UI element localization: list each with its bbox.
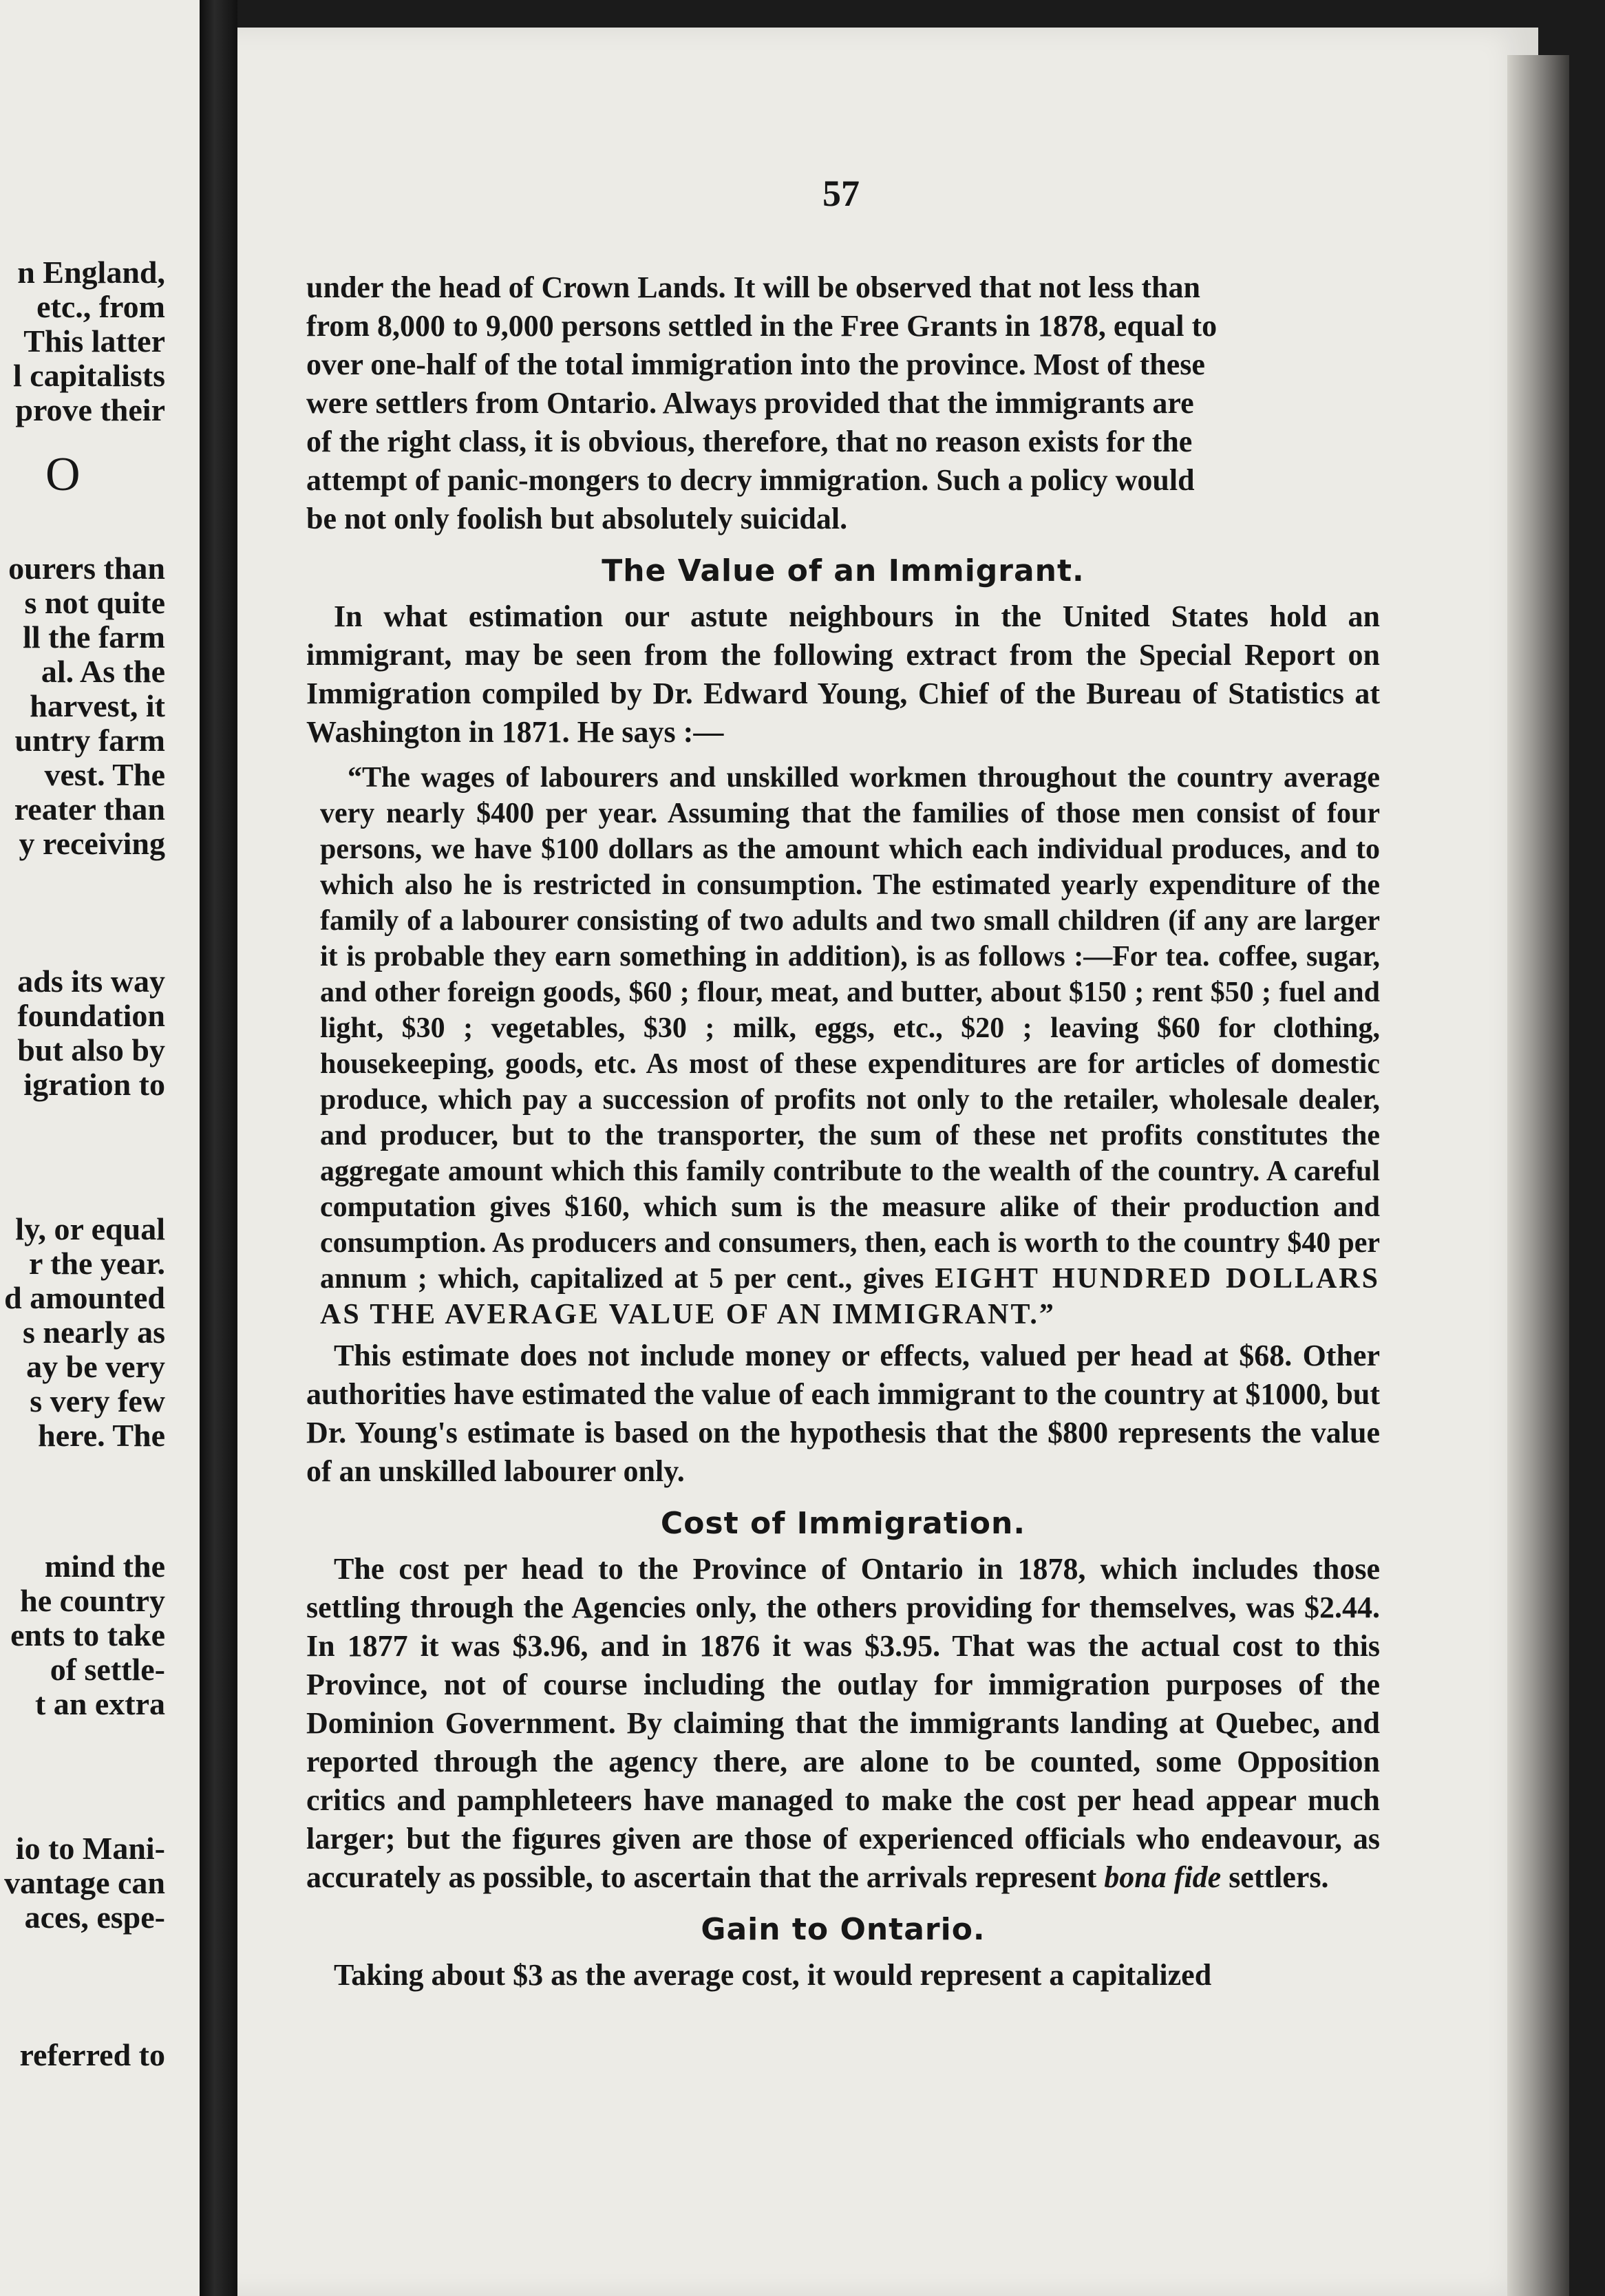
left-page-fragment: t an extra [34,1686,165,1721]
left-page-fragment: s not quite [24,585,165,620]
left-page-fragment: of settle- [50,1652,165,1687]
page-edge [1507,55,1569,2296]
paragraph-estimation: In what estimation our astute neighbours in the United States hold an immigrant, may be seen from the following extract from the Special Report on Immigration compiled by Dr. Edward Young, Chief of the Bureau of Statistics at Washington in 1871. He says :— [306,599,1380,749]
cost-text-end: settlers. [1229,1860,1329,1894]
left-page-fragment: y receiving [19,826,165,861]
left-page-fragment: vantage can [4,1865,165,1900]
book-gutter [200,0,237,2296]
left-page-fragment: This latter [23,323,165,359]
left-page-fragment: reater than [14,791,165,827]
left-page-fragment: here. The [38,1418,165,1453]
left-page-fragment: ourers than [8,551,165,586]
left-page-fragment: aces, espe- [24,1900,165,1935]
quote-caps: EIGHT HUNDRED DOLLARS AS THE AVERAGE VALUE OF AN IMMIGRANT.” [320,1263,1381,1330]
left-page-fragment: ay be very [26,1349,165,1384]
left-page-fragment: referred to [19,2037,165,2072]
left-page-fragment: igration to [23,1067,165,1102]
left-page-fragment: vest. The [44,757,165,792]
left-page-fragment: he country [20,1583,165,1618]
left-page-fragment: but also by [17,1032,165,1067]
left-page-fragment: untry farm [14,723,165,758]
heading-value-of-immigrant: The Value of an Immigrant. [602,553,1085,588]
quote-text: “The wages of labourers and unskilled workmen throughout the country average very nearly $400 per year. Assuming that the families of those men consist of four persons, we have $100 dollars as the amount which each individual produces, and to which also he is restricted in consumption. The estimated yearly expenditure of the family of a labourer consisting of two adults and two small children (if any are larger it is probable they earn something in addition), is as follows :—For tea. coffee, sugar, and other foreign goods, $60 ; flour, meat, and butter, about $150 ; rent $50 ; fuel and light, $30 ; vegetables, $30 ; milk, eggs, etc., $20 ; leaving $60 for clothing, housekeeping, goods, etc. As most of these expenditures are for articles of domestic produce, which pay a succession of profits not only to the retailer, wholesale dealer, and producer, but to the transporter, the sum of these net profits constitutes the aggregate amount which this family contribute to the wealth of the country. A careful computation gives $160, which sum is the measure alike of their production and consumption. As producers and consumers, then, each is worth to the country $40 per annum ; which, capitalized at 5 per cent., gives [320,762,1380,1295]
left-page-fragment: harvest, it [30,688,165,723]
left-page-fragment: n England, [17,255,165,290]
intro-line: from 8,000 to 9,000 persons settled in the Free Grants in 1878, equal to [306,309,1218,343]
paragraph-cost [306,1550,1380,1897]
left-page-fragment: ll the farm [23,619,165,655]
left-page-fragment: ents to take [10,1617,165,1652]
intro-line: over one-half of the total immigration into the province. Most of these [306,348,1205,381]
left-page-fragment: ly, or equal [15,1211,165,1246]
intro-line: were settlers from Ontario. Always provided that the immigrants are [306,386,1194,420]
left-page-fragment: mind the [44,1549,165,1584]
intro-line: attempt of panic-mongers to decry immigration. Such a policy would [306,463,1195,497]
left-page-fragment: prove their [15,392,165,427]
cost-italic: bona fide [1104,1860,1222,1894]
page-57 [237,28,1538,2296]
facing-page-left [0,0,200,2296]
left-page-fragment: d amounted [4,1280,165,1315]
intro-line: of the right class, it is obvious, therefore, that no reason exists for the [306,425,1193,458]
intro-paragraph [306,268,1380,538]
intro-line: under the head of Crown Lands. It will be observed that not less than [306,270,1200,304]
heading-cost-of-immigration: Cost of Immigration. [660,1506,1026,1541]
cost-text: The cost per head to the Province of Ontario in 1878, which includes those settling through the Agencies only, the others providing for themselves, was $2.44. In 1877 it was $3.96, and in 1876 it was $3.95. That was the actual cost to this Province, not of course including the outlay for immigration purposes of the Dominion Government. By claiming that the immigrants landing at Quebec, and reported through the agency there, are alone to be counted, some Opposition critics and pamphleteers have managed to make the cost per head appear much larger; but the figures given are those of experienced officials who endeavour, as accurately as possible, to ascertain that the arrivals represent [306,1552,1380,1894]
page-content [306,165,1380,1995]
left-page-fragment: s very few [30,1383,165,1418]
paragraph-estimate: This estimate does not include money or effects, valued per head at $68. Other authorities have estimated the value of each immigrant to the country at $1000, but Dr. Young's estimate is based on the hypothesis that the $800 represents the value of an unskilled labourer only. [306,1339,1380,1488]
left-page-fragment: al. As the [41,654,165,689]
left-page-fragment: l capitalists [12,358,165,393]
left-page-fragment: r the year. [28,1246,165,1281]
left-page-fragment: io to Mani- [15,1831,165,1866]
intro-line: be not only foolish but absolutely suicidal. [306,502,848,535]
left-page-fragment: foundation [17,998,165,1033]
heading-gain-to-ontario: Gain to Ontario. [701,1912,986,1947]
paragraph-gain: Taking about $3 as the average cost, it would represent a capitalized [334,1958,1212,1992]
left-page-fragment: etc., from [36,289,165,324]
left-page-fragment: ads its way [17,964,165,999]
quote-young [320,760,1380,1332]
stray-glyph: O [45,448,81,501]
page-number: 57 [822,173,860,214]
left-page-fragment: s nearly as [23,1315,165,1350]
